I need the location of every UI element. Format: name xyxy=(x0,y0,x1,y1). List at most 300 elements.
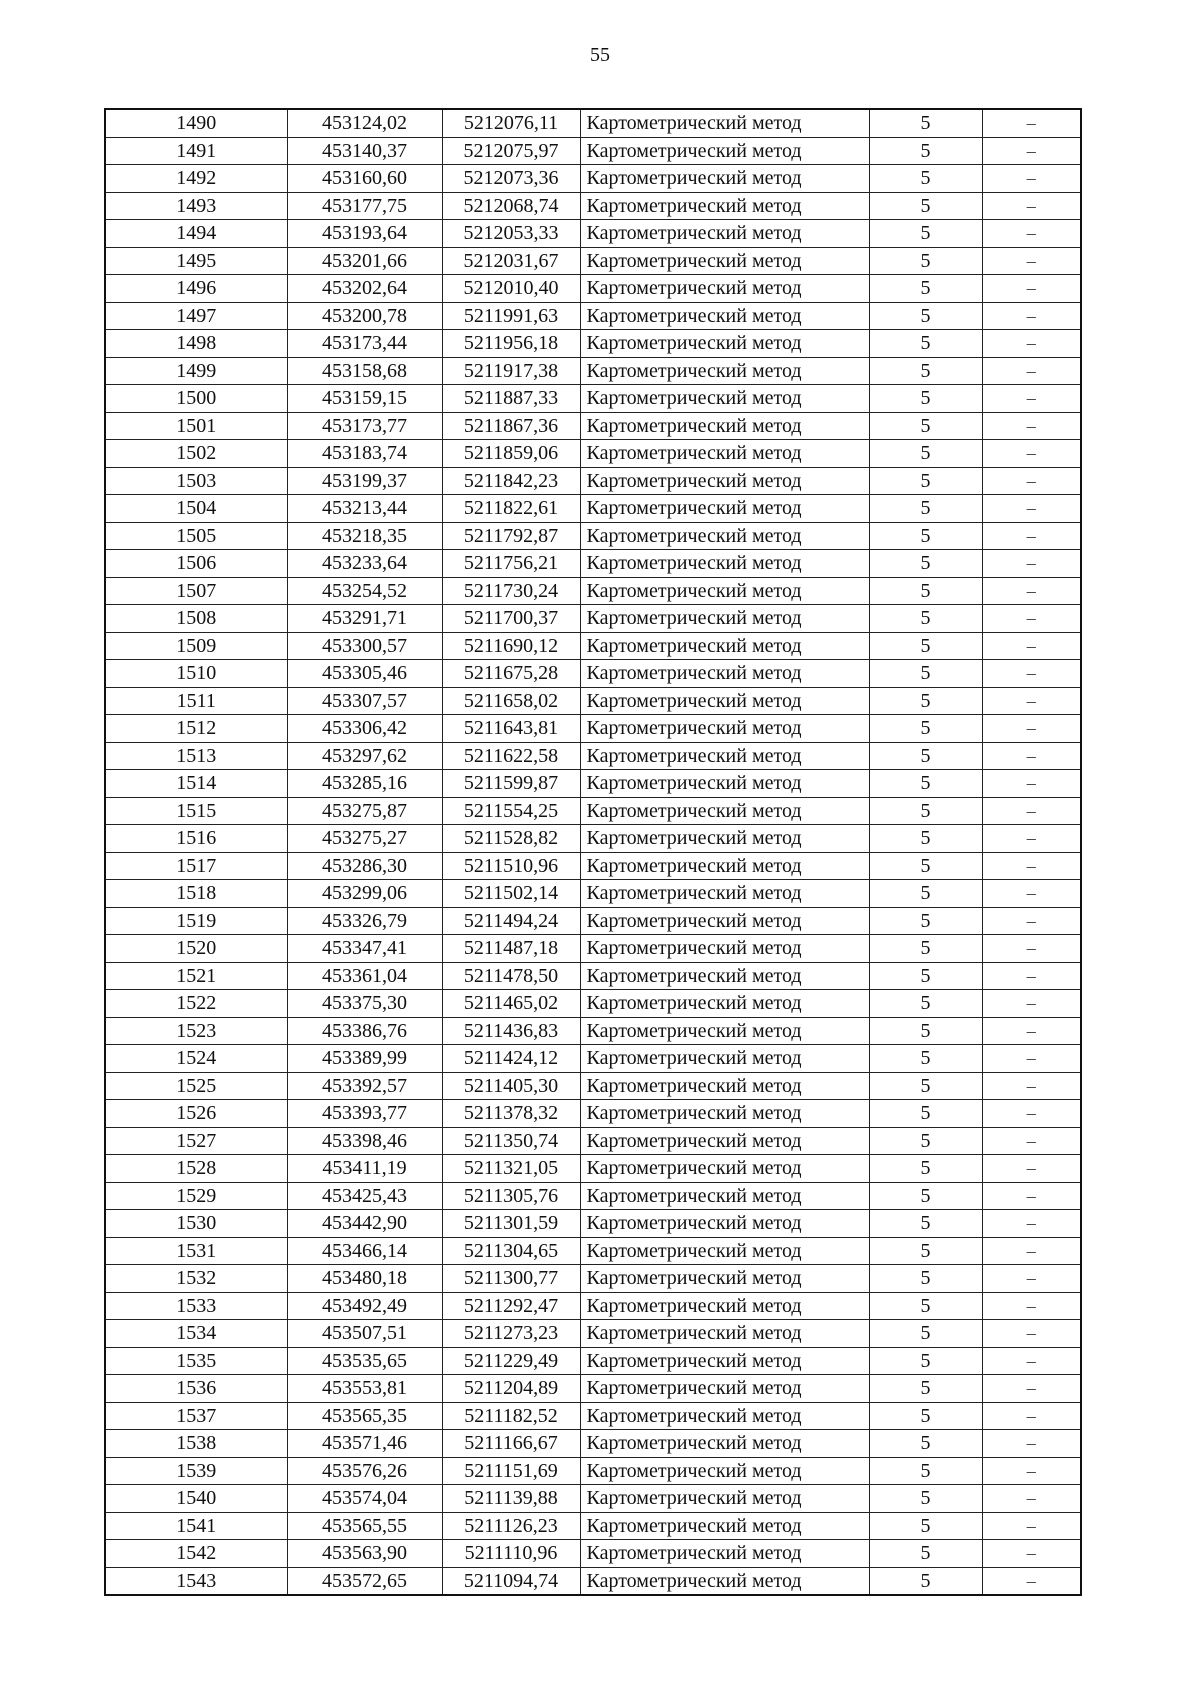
method-cell: Картометрический метод xyxy=(580,357,869,385)
point-number-cell: 1502 xyxy=(105,440,287,468)
y-coordinate-cell: 5211690,12 xyxy=(442,632,580,660)
method-cell: Картометрический метод xyxy=(580,770,869,798)
point-number-cell: 1514 xyxy=(105,770,287,798)
y-coordinate-cell: 5211917,38 xyxy=(442,357,580,385)
accuracy-cell: 5 xyxy=(869,220,982,248)
x-coordinate-cell: 453389,99 xyxy=(287,1045,442,1073)
x-coordinate-cell: 453535,65 xyxy=(287,1347,442,1375)
table-row xyxy=(105,577,1081,605)
y-coordinate-cell: 5211350,74 xyxy=(442,1127,580,1155)
method-cell: Картометрический метод xyxy=(580,797,869,825)
coordinates-table-body xyxy=(105,109,1081,1595)
point-number-cell: 1528 xyxy=(105,1155,287,1183)
table-row xyxy=(105,137,1081,165)
y-coordinate-cell: 5211094,74 xyxy=(442,1567,580,1595)
x-coordinate-cell: 453565,55 xyxy=(287,1512,442,1540)
method-cell: Картометрический метод xyxy=(580,715,869,743)
table-row xyxy=(105,1210,1081,1238)
x-coordinate-cell: 453375,30 xyxy=(287,990,442,1018)
point-number-cell: 1509 xyxy=(105,632,287,660)
description-cell: – xyxy=(982,907,1081,935)
method-cell: Картометрический метод xyxy=(580,495,869,523)
table-row xyxy=(105,412,1081,440)
point-number-cell: 1525 xyxy=(105,1072,287,1100)
point-number-cell: 1495 xyxy=(105,247,287,275)
description-cell: – xyxy=(982,302,1081,330)
accuracy-cell: 5 xyxy=(869,687,982,715)
description-cell: – xyxy=(982,1292,1081,1320)
y-coordinate-cell: 5211792,87 xyxy=(442,522,580,550)
accuracy-cell: 5 xyxy=(869,1155,982,1183)
description-cell: – xyxy=(982,330,1081,358)
method-cell: Картометрический метод xyxy=(580,1017,869,1045)
description-cell: – xyxy=(982,660,1081,688)
method-cell: Картометрический метод xyxy=(580,109,869,137)
x-coordinate-cell: 453193,64 xyxy=(287,220,442,248)
accuracy-cell: 5 xyxy=(869,1045,982,1073)
description-cell: – xyxy=(982,412,1081,440)
y-coordinate-cell: 5212010,40 xyxy=(442,275,580,303)
description-cell: – xyxy=(982,935,1081,963)
x-coordinate-cell: 453571,46 xyxy=(287,1430,442,1458)
point-number-cell: 1506 xyxy=(105,550,287,578)
point-number-cell: 1503 xyxy=(105,467,287,495)
table-row xyxy=(105,742,1081,770)
y-coordinate-cell: 5211424,12 xyxy=(442,1045,580,1073)
x-coordinate-cell: 453386,76 xyxy=(287,1017,442,1045)
table-row xyxy=(105,1430,1081,1458)
method-cell: Картометрический метод xyxy=(580,1402,869,1430)
x-coordinate-cell: 453306,42 xyxy=(287,715,442,743)
point-number-cell: 1490 xyxy=(105,109,287,137)
point-number-cell: 1521 xyxy=(105,962,287,990)
accuracy-cell: 5 xyxy=(869,1237,982,1265)
method-cell: Картометрический метод xyxy=(580,1292,869,1320)
point-number-cell: 1516 xyxy=(105,825,287,853)
method-cell: Картометрический метод xyxy=(580,880,869,908)
accuracy-cell: 5 xyxy=(869,577,982,605)
accuracy-cell: 5 xyxy=(869,1402,982,1430)
x-coordinate-cell: 453466,14 xyxy=(287,1237,442,1265)
description-cell: – xyxy=(982,440,1081,468)
x-coordinate-cell: 453361,04 xyxy=(287,962,442,990)
method-cell: Картометрический метод xyxy=(580,660,869,688)
description-cell: – xyxy=(982,1320,1081,1348)
method-cell: Картометрический метод xyxy=(580,605,869,633)
description-cell: – xyxy=(982,550,1081,578)
accuracy-cell: 5 xyxy=(869,330,982,358)
accuracy-cell: 5 xyxy=(869,825,982,853)
y-coordinate-cell: 5211756,21 xyxy=(442,550,580,578)
method-cell: Картометрический метод xyxy=(580,1127,869,1155)
description-cell: – xyxy=(982,1402,1081,1430)
point-number-cell: 1497 xyxy=(105,302,287,330)
accuracy-cell: 5 xyxy=(869,109,982,137)
x-coordinate-cell: 453233,64 xyxy=(287,550,442,578)
description-cell: – xyxy=(982,825,1081,853)
method-cell: Картометрический метод xyxy=(580,742,869,770)
point-number-cell: 1536 xyxy=(105,1375,287,1403)
y-coordinate-cell: 5211229,49 xyxy=(442,1347,580,1375)
x-coordinate-cell: 453398,46 xyxy=(287,1127,442,1155)
table-row xyxy=(105,687,1081,715)
table-row xyxy=(105,109,1081,137)
x-coordinate-cell: 453213,44 xyxy=(287,495,442,523)
table-row xyxy=(105,357,1081,385)
x-coordinate-cell: 453347,41 xyxy=(287,935,442,963)
table-row xyxy=(105,935,1081,963)
description-cell: – xyxy=(982,605,1081,633)
description-cell: – xyxy=(982,1512,1081,1540)
point-number-cell: 1530 xyxy=(105,1210,287,1238)
description-cell: – xyxy=(982,1457,1081,1485)
point-number-cell: 1515 xyxy=(105,797,287,825)
description-cell: – xyxy=(982,1072,1081,1100)
method-cell: Картометрический метод xyxy=(580,302,869,330)
method-cell: Картометрический метод xyxy=(580,1237,869,1265)
table-row xyxy=(105,247,1081,275)
description-cell: – xyxy=(982,1182,1081,1210)
x-coordinate-cell: 453563,90 xyxy=(287,1540,442,1568)
point-number-cell: 1529 xyxy=(105,1182,287,1210)
description-cell: – xyxy=(982,247,1081,275)
method-cell: Картометрический метод xyxy=(580,852,869,880)
x-coordinate-cell: 453158,68 xyxy=(287,357,442,385)
table-row xyxy=(105,1375,1081,1403)
point-number-cell: 1513 xyxy=(105,742,287,770)
y-coordinate-cell: 5211292,47 xyxy=(442,1292,580,1320)
y-coordinate-cell: 5211300,77 xyxy=(442,1265,580,1293)
y-coordinate-cell: 5211405,30 xyxy=(442,1072,580,1100)
description-cell: – xyxy=(982,1347,1081,1375)
accuracy-cell: 5 xyxy=(869,467,982,495)
x-coordinate-cell: 453393,77 xyxy=(287,1100,442,1128)
description-cell: – xyxy=(982,385,1081,413)
table-row xyxy=(105,220,1081,248)
x-coordinate-cell: 453507,51 xyxy=(287,1320,442,1348)
table-row xyxy=(105,440,1081,468)
point-number-cell: 1526 xyxy=(105,1100,287,1128)
table-row xyxy=(105,1237,1081,1265)
y-coordinate-cell: 5212073,36 xyxy=(442,165,580,193)
accuracy-cell: 5 xyxy=(869,550,982,578)
description-cell: – xyxy=(982,1567,1081,1595)
description-cell: – xyxy=(982,632,1081,660)
x-coordinate-cell: 453326,79 xyxy=(287,907,442,935)
table-row xyxy=(105,1017,1081,1045)
description-cell: – xyxy=(982,852,1081,880)
y-coordinate-cell: 5211887,33 xyxy=(442,385,580,413)
table-row xyxy=(105,1540,1081,1568)
description-cell: – xyxy=(982,192,1081,220)
table-row xyxy=(105,1182,1081,1210)
method-cell: Картометрический метод xyxy=(580,1100,869,1128)
description-cell: – xyxy=(982,165,1081,193)
accuracy-cell: 5 xyxy=(869,1182,982,1210)
point-number-cell: 1537 xyxy=(105,1402,287,1430)
y-coordinate-cell: 5211304,65 xyxy=(442,1237,580,1265)
table-row xyxy=(105,990,1081,1018)
x-coordinate-cell: 453140,37 xyxy=(287,137,442,165)
method-cell: Картометрический метод xyxy=(580,962,869,990)
y-coordinate-cell: 5211554,25 xyxy=(442,797,580,825)
description-cell: – xyxy=(982,715,1081,743)
accuracy-cell: 5 xyxy=(869,962,982,990)
method-cell: Картометрический метод xyxy=(580,385,869,413)
method-cell: Картометрический метод xyxy=(580,1375,869,1403)
description-cell: – xyxy=(982,1100,1081,1128)
description-cell: – xyxy=(982,1485,1081,1513)
table-row xyxy=(105,1347,1081,1375)
y-coordinate-cell: 5212053,33 xyxy=(442,220,580,248)
method-cell: Картометрический метод xyxy=(580,1457,869,1485)
accuracy-cell: 5 xyxy=(869,1347,982,1375)
method-cell: Картометрический метод xyxy=(580,1072,869,1100)
table-row xyxy=(105,165,1081,193)
description-cell: – xyxy=(982,742,1081,770)
method-cell: Картометрический метод xyxy=(580,275,869,303)
x-coordinate-cell: 453553,81 xyxy=(287,1375,442,1403)
point-number-cell: 1512 xyxy=(105,715,287,743)
method-cell: Картометрический метод xyxy=(580,1512,869,1540)
point-number-cell: 1520 xyxy=(105,935,287,963)
table-row xyxy=(105,522,1081,550)
coordinates-table xyxy=(104,108,1082,1596)
accuracy-cell: 5 xyxy=(869,1100,982,1128)
accuracy-cell: 5 xyxy=(869,302,982,330)
method-cell: Картометрический метод xyxy=(580,1265,869,1293)
y-coordinate-cell: 5211599,87 xyxy=(442,770,580,798)
x-coordinate-cell: 453411,19 xyxy=(287,1155,442,1183)
x-coordinate-cell: 453300,57 xyxy=(287,632,442,660)
x-coordinate-cell: 453200,78 xyxy=(287,302,442,330)
table-row xyxy=(105,192,1081,220)
method-cell: Картометрический метод xyxy=(580,220,869,248)
description-cell: – xyxy=(982,495,1081,523)
x-coordinate-cell: 453286,30 xyxy=(287,852,442,880)
accuracy-cell: 5 xyxy=(869,1540,982,1568)
table-row xyxy=(105,1485,1081,1513)
x-coordinate-cell: 453275,27 xyxy=(287,825,442,853)
description-cell: – xyxy=(982,687,1081,715)
y-coordinate-cell: 5211822,61 xyxy=(442,495,580,523)
description-cell: – xyxy=(982,1540,1081,1568)
y-coordinate-cell: 5211991,63 xyxy=(442,302,580,330)
point-number-cell: 1538 xyxy=(105,1430,287,1458)
y-coordinate-cell: 5211956,18 xyxy=(442,330,580,358)
accuracy-cell: 5 xyxy=(869,660,982,688)
method-cell: Картометрический метод xyxy=(580,1155,869,1183)
accuracy-cell: 5 xyxy=(869,852,982,880)
x-coordinate-cell: 453285,16 xyxy=(287,770,442,798)
accuracy-cell: 5 xyxy=(869,1320,982,1348)
description-cell: – xyxy=(982,220,1081,248)
y-coordinate-cell: 5211166,67 xyxy=(442,1430,580,1458)
point-number-cell: 1494 xyxy=(105,220,287,248)
table-row xyxy=(105,852,1081,880)
point-number-cell: 1491 xyxy=(105,137,287,165)
description-cell: – xyxy=(982,1017,1081,1045)
method-cell: Картометрический метод xyxy=(580,1485,869,1513)
description-cell: – xyxy=(982,990,1081,1018)
method-cell: Картометрический метод xyxy=(580,522,869,550)
method-cell: Картометрический метод xyxy=(580,687,869,715)
point-number-cell: 1533 xyxy=(105,1292,287,1320)
table-row xyxy=(105,605,1081,633)
y-coordinate-cell: 5211305,76 xyxy=(442,1182,580,1210)
point-number-cell: 1496 xyxy=(105,275,287,303)
y-coordinate-cell: 5211321,05 xyxy=(442,1155,580,1183)
description-cell: – xyxy=(982,357,1081,385)
point-number-cell: 1519 xyxy=(105,907,287,935)
point-number-cell: 1499 xyxy=(105,357,287,385)
point-number-cell: 1498 xyxy=(105,330,287,358)
description-cell: – xyxy=(982,797,1081,825)
point-number-cell: 1492 xyxy=(105,165,287,193)
point-number-cell: 1517 xyxy=(105,852,287,880)
y-coordinate-cell: 5211622,58 xyxy=(442,742,580,770)
y-coordinate-cell: 5211658,02 xyxy=(442,687,580,715)
y-coordinate-cell: 5211465,02 xyxy=(442,990,580,1018)
x-coordinate-cell: 453183,74 xyxy=(287,440,442,468)
point-number-cell: 1531 xyxy=(105,1237,287,1265)
table-row xyxy=(105,632,1081,660)
accuracy-cell: 5 xyxy=(869,522,982,550)
table-row xyxy=(105,1457,1081,1485)
table-row xyxy=(105,275,1081,303)
point-number-cell: 1493 xyxy=(105,192,287,220)
y-coordinate-cell: 5212068,74 xyxy=(442,192,580,220)
table-row xyxy=(105,1265,1081,1293)
table-row xyxy=(105,302,1081,330)
point-number-cell: 1534 xyxy=(105,1320,287,1348)
point-number-cell: 1510 xyxy=(105,660,287,688)
accuracy-cell: 5 xyxy=(869,385,982,413)
method-cell: Картометрический метод xyxy=(580,1540,869,1568)
method-cell: Картометрический метод xyxy=(580,192,869,220)
point-number-cell: 1535 xyxy=(105,1347,287,1375)
description-cell: – xyxy=(982,1237,1081,1265)
table-row xyxy=(105,660,1081,688)
table-row xyxy=(105,715,1081,743)
accuracy-cell: 5 xyxy=(869,1017,982,1045)
method-cell: Картометрический метод xyxy=(580,137,869,165)
accuracy-cell: 5 xyxy=(869,1210,982,1238)
accuracy-cell: 5 xyxy=(869,742,982,770)
y-coordinate-cell: 5211643,81 xyxy=(442,715,580,743)
method-cell: Картометрический метод xyxy=(580,1567,869,1595)
description-cell: – xyxy=(982,1265,1081,1293)
y-coordinate-cell: 5211378,32 xyxy=(442,1100,580,1128)
table-row xyxy=(105,1072,1081,1100)
y-coordinate-cell: 5211436,83 xyxy=(442,1017,580,1045)
accuracy-cell: 5 xyxy=(869,880,982,908)
description-cell: – xyxy=(982,522,1081,550)
page-number: 55 xyxy=(590,44,610,66)
x-coordinate-cell: 453201,66 xyxy=(287,247,442,275)
table-row xyxy=(105,962,1081,990)
x-coordinate-cell: 453291,71 xyxy=(287,605,442,633)
x-coordinate-cell: 453159,15 xyxy=(287,385,442,413)
accuracy-cell: 5 xyxy=(869,1292,982,1320)
x-coordinate-cell: 453173,44 xyxy=(287,330,442,358)
table-row xyxy=(105,550,1081,578)
table-row xyxy=(105,330,1081,358)
method-cell: Картометрический метод xyxy=(580,1430,869,1458)
x-coordinate-cell: 453307,57 xyxy=(287,687,442,715)
x-coordinate-cell: 453173,77 xyxy=(287,412,442,440)
accuracy-cell: 5 xyxy=(869,247,982,275)
point-number-cell: 1511 xyxy=(105,687,287,715)
accuracy-cell: 5 xyxy=(869,412,982,440)
y-coordinate-cell: 5211494,24 xyxy=(442,907,580,935)
table-row xyxy=(105,825,1081,853)
accuracy-cell: 5 xyxy=(869,1457,982,1485)
y-coordinate-cell: 5211126,23 xyxy=(442,1512,580,1540)
method-cell: Картометрический метод xyxy=(580,935,869,963)
point-number-cell: 1504 xyxy=(105,495,287,523)
method-cell: Картометрический метод xyxy=(580,550,869,578)
x-coordinate-cell: 453199,37 xyxy=(287,467,442,495)
x-coordinate-cell: 453254,52 xyxy=(287,577,442,605)
description-cell: – xyxy=(982,1045,1081,1073)
description-cell: – xyxy=(982,962,1081,990)
method-cell: Картометрический метод xyxy=(580,440,869,468)
accuracy-cell: 5 xyxy=(869,440,982,468)
point-number-cell: 1508 xyxy=(105,605,287,633)
method-cell: Картометрический метод xyxy=(580,1347,869,1375)
accuracy-cell: 5 xyxy=(869,770,982,798)
point-number-cell: 1501 xyxy=(105,412,287,440)
table-row xyxy=(105,1155,1081,1183)
y-coordinate-cell: 5211510,96 xyxy=(442,852,580,880)
point-number-cell: 1540 xyxy=(105,1485,287,1513)
description-cell: – xyxy=(982,1155,1081,1183)
accuracy-cell: 5 xyxy=(869,192,982,220)
description-cell: – xyxy=(982,577,1081,605)
table-row xyxy=(105,907,1081,935)
y-coordinate-cell: 5211675,28 xyxy=(442,660,580,688)
accuracy-cell: 5 xyxy=(869,357,982,385)
y-coordinate-cell: 5211502,14 xyxy=(442,880,580,908)
x-coordinate-cell: 453218,35 xyxy=(287,522,442,550)
accuracy-cell: 5 xyxy=(869,1375,982,1403)
accuracy-cell: 5 xyxy=(869,137,982,165)
method-cell: Картометрический метод xyxy=(580,165,869,193)
method-cell: Картометрический метод xyxy=(580,632,869,660)
method-cell: Картометрический метод xyxy=(580,1320,869,1348)
accuracy-cell: 5 xyxy=(869,632,982,660)
y-coordinate-cell: 5211842,23 xyxy=(442,467,580,495)
table-row xyxy=(105,1292,1081,1320)
point-number-cell: 1527 xyxy=(105,1127,287,1155)
accuracy-cell: 5 xyxy=(869,605,982,633)
x-coordinate-cell: 453480,18 xyxy=(287,1265,442,1293)
point-number-cell: 1507 xyxy=(105,577,287,605)
x-coordinate-cell: 453124,02 xyxy=(287,109,442,137)
table-row xyxy=(105,1045,1081,1073)
accuracy-cell: 5 xyxy=(869,935,982,963)
description-cell: – xyxy=(982,1430,1081,1458)
x-coordinate-cell: 453565,35 xyxy=(287,1402,442,1430)
method-cell: Картометрический метод xyxy=(580,1210,869,1238)
description-cell: – xyxy=(982,880,1081,908)
point-number-cell: 1500 xyxy=(105,385,287,413)
y-coordinate-cell: 5211478,50 xyxy=(442,962,580,990)
accuracy-cell: 5 xyxy=(869,1567,982,1595)
accuracy-cell: 5 xyxy=(869,165,982,193)
table-row xyxy=(105,1320,1081,1348)
